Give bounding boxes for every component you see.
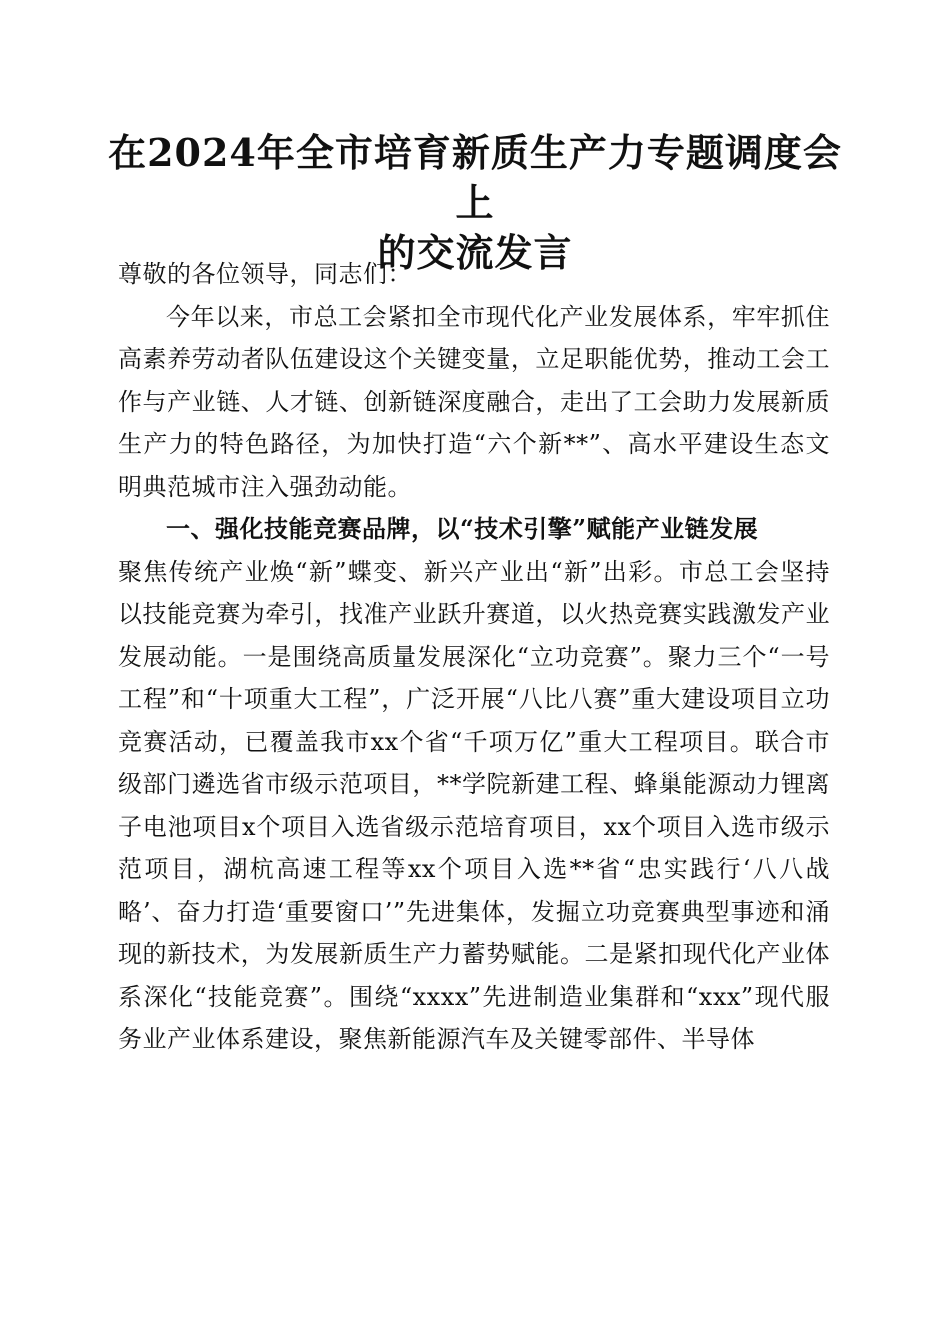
salutation: 尊敬的各位领导，同志们： xyxy=(118,260,412,288)
intro-paragraph: 今年以来，市总工会紧扣全市现代化产业发展体系，牢牢抓住高素养劳动者队伍建设这个关键变量，立足职能优势，推动工会工作与产业链、人才链、创新链深度融合，走出了工会助力发展新质生产力的特色路径，为加快打造“六个新**”、高水平建设生态文明典范城市注入强劲动能。 xyxy=(118,302,830,501)
section-1-paragraph: 聚焦传统产业焕“新”蝶变、新兴产业出“新”出彩。市总工会坚持以技能竞赛为牵引，找准产业跃升赛道，以火热竞赛实践激发产业发展动能。一是围绕高质量发展深化“立功竞赛”。聚力三个“一号工程”和“十项重大工程”，广泛开展“八比八赛”重大建设项目立功竞赛活动，已覆盖我市xx个省“千项万亿”重大工程项目。联合市级部门遴选省市级示范项目，**学院新建工程、蜂巢能源动力锂离子电池项目x个项目入选省级示范培育项目，xx个项目入选市级示范项目，湖杭高速工程等xx个项目入选**省“忠实践行‘八八战略’、奋力打造‘重要窗口’”先进集体，发掘立功竞赛典型事迹和涌现的新技术，为发展新质生产力蓄势赋能。二是紧扣现代化产业体系深化“技能竞赛”。围绕“xxxx”先进制造业集群和“xxx”现代服务业产业体系建设，聚焦新能源汽车及关键零部件、半导体 xyxy=(118,557,830,1053)
document-body xyxy=(118,253,830,1061)
title-line-2: 的交流发言 xyxy=(377,230,573,275)
title-line-1: 在2024年全市培育新质生产力专题调度会上 xyxy=(108,130,842,225)
section-heading-1: 一、强化技能竞赛品牌，以“技术引擎”赋能产业链发展 xyxy=(166,514,759,543)
